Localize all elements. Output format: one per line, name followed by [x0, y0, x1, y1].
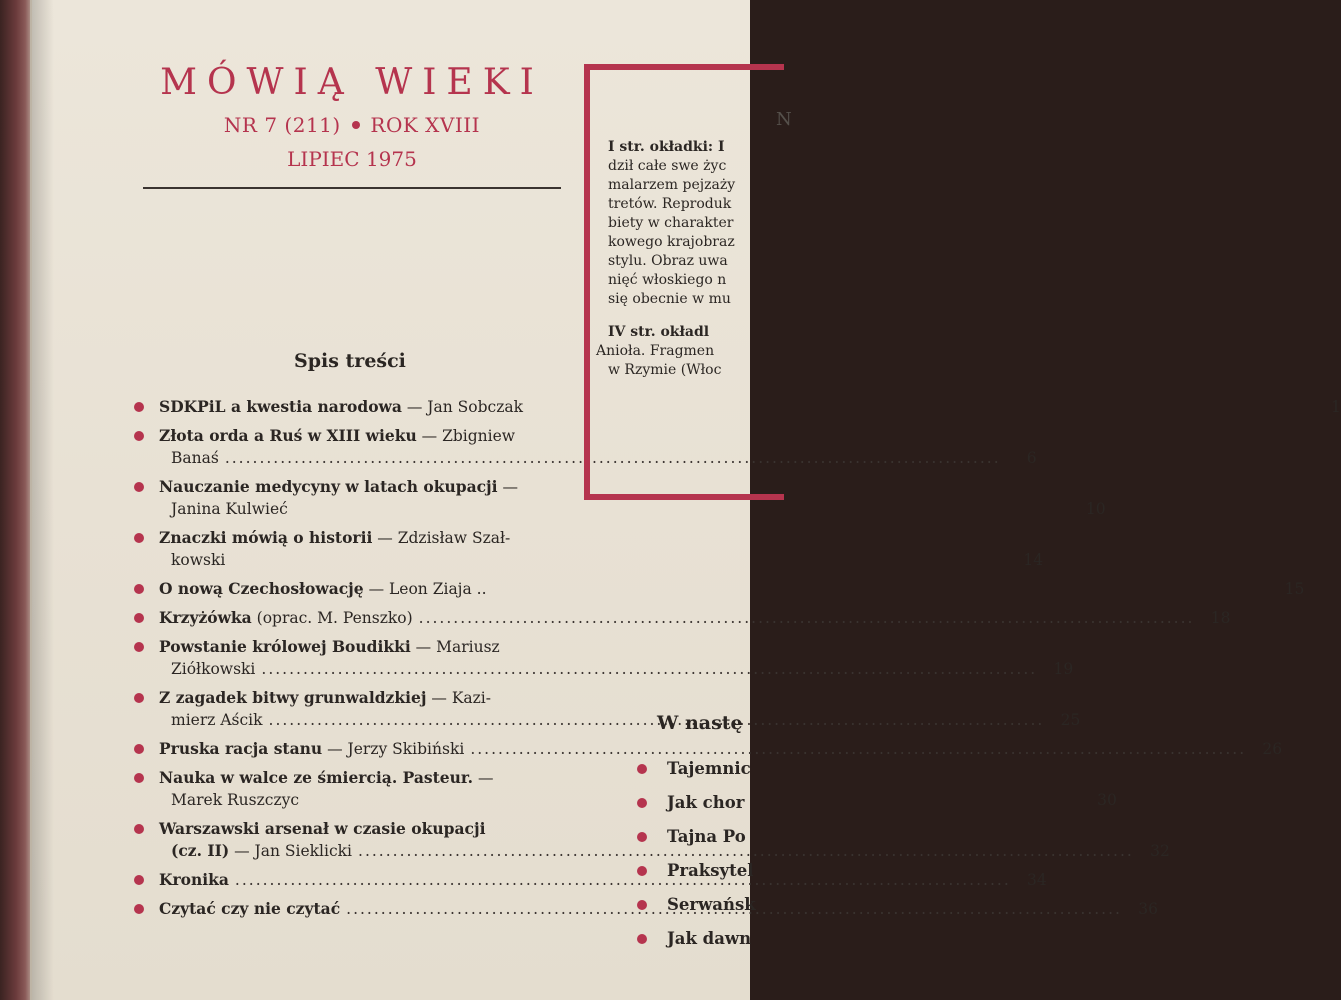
issue-number: NR 7 (211) [223, 113, 341, 137]
toc-entry-author: — [497, 478, 518, 496]
bullet-icon [352, 121, 360, 129]
toc-entry-page: 14 [1023, 551, 1044, 569]
list-item [627, 827, 787, 861]
bullet-icon [134, 431, 144, 441]
cover-note-line: Anioła. Fragmen [596, 343, 715, 359]
list-item-label: Serwańsk [667, 895, 756, 914]
toc-entry-author: — Zbigniew [416, 427, 516, 445]
toc-entry-title: Kronika [159, 870, 229, 889]
toc-entry-title: Znaczki mówią o historii [159, 528, 373, 547]
toc-entry-author-cont: Janina Kulwieć [171, 500, 288, 518]
issue-date: LIPIEC 1975 [287, 147, 417, 171]
toc-entry-author-cont: kowski [171, 551, 226, 569]
list-item-label: Jak chor [667, 793, 745, 812]
toc-entry-page: 36 [1138, 900, 1158, 918]
cover-note-line: w Rzymie (Włoc [608, 362, 722, 378]
toc-entry-author-cont: — Jan Sieklicki [229, 842, 353, 860]
toc-entry[interactable] [127, 396, 1341, 418]
toc-entry-page: 15 [1284, 580, 1305, 598]
toc-entry-author-cont: Ziółkowski [171, 660, 256, 678]
toc-entry-author: — Leon Ziaja .. [363, 580, 487, 598]
toc-entry[interactable] [127, 476, 1106, 520]
toc-entry-title: Złota orda a Ruś w XIII wieku [159, 426, 417, 445]
toc-entry-page: 26 [1262, 740, 1283, 758]
toc-entry-author-cont: mierz Aścik [171, 711, 263, 729]
toc-entry-title-cont: (cz. II) [171, 841, 230, 860]
cover-note-line: nięć włoskiego n [608, 272, 727, 288]
bullet-icon [134, 613, 144, 623]
list-item [627, 861, 787, 895]
issue-year: ROK XVIII [370, 113, 481, 137]
toc-entry-page: 25 [1060, 711, 1081, 729]
toc-entry-page: 10 [1085, 500, 1106, 518]
bullet-icon [134, 773, 144, 783]
cover-note-line: stylu. Obraz uwa [608, 253, 728, 269]
toc-entry-page: 1 [1330, 398, 1341, 416]
toc-entry-page: 32 [1150, 842, 1170, 860]
bullet-icon [134, 584, 144, 594]
list-item-label: Jak dawn [667, 929, 752, 948]
dot-leader [470, 738, 1246, 760]
cover-note-line: I str. okładki: I [608, 139, 725, 155]
next-issue-heading: W nastę [657, 712, 743, 734]
magazine-title: MÓWIĄ WIEKI [160, 62, 544, 103]
toc-entry-author: (oprac. M. Penszko) [251, 609, 413, 627]
toc-entry-page: 30 [1097, 791, 1117, 809]
bullet-icon [134, 824, 144, 834]
toc-entry-page: 34 [1027, 871, 1047, 889]
toc-entry-author: — Jerzy Skibiński [322, 740, 465, 758]
toc-entry-title: O nową Czechosłowację [159, 579, 364, 598]
toc-entry-title: Czytać czy nie czytać [159, 899, 341, 918]
list-item [627, 793, 787, 827]
toc-entry-title: Pruska racja stanu [159, 739, 323, 758]
toc-entry[interactable] [127, 607, 1231, 629]
list-item [627, 895, 787, 929]
toc-entry-title: Powstanie królowej Boudikki [159, 637, 411, 656]
toc-entry-title: Nauka w walce ze śmiercią. Pasteur. [159, 768, 474, 787]
header-rule [143, 187, 561, 189]
box-corner-letter: N [776, 109, 792, 130]
bullet-icon [637, 832, 647, 842]
toc-entry[interactable] [127, 636, 1074, 680]
dot-leader [261, 658, 1037, 680]
next-issue-list [627, 759, 787, 963]
list-item [627, 929, 787, 963]
toc-entry-author: — Jan Sobczak [401, 398, 523, 416]
bullet-icon [134, 482, 144, 492]
bullet-icon [637, 900, 647, 910]
toc-entry-author: — Mariusz [410, 638, 500, 656]
bullet-icon [134, 904, 144, 914]
bullet-icon [134, 744, 144, 754]
dot-leader [235, 869, 1011, 891]
list-item-label: Tajemnic [667, 759, 751, 778]
bullet-icon [637, 764, 647, 774]
list-item-label: Tajna Po [667, 827, 746, 846]
cover-note-paragraph [608, 138, 784, 309]
cover-note-line: IV str. okładl [608, 324, 710, 340]
bullet-icon [134, 693, 144, 703]
cover-note-line: biety w charakter [608, 215, 734, 231]
cover-note-line: tretów. Reproduk [608, 196, 732, 212]
toc-entry[interactable] [127, 578, 1305, 600]
list-item [627, 759, 787, 793]
toc-entry-title: Nauczanie medycyny w latach okupacji [159, 477, 498, 496]
bullet-icon [134, 642, 144, 652]
toc-entry[interactable] [127, 738, 1283, 760]
bullet-icon [134, 875, 144, 885]
toc-entry-author: — Zdzisław Szał- [372, 529, 511, 547]
cover-note-line: się obecnie w mu [608, 291, 731, 307]
toc-entry-author: — [473, 769, 494, 787]
bullet-icon [134, 402, 144, 412]
list-item-label: Praksytel [667, 861, 754, 880]
masthead [142, 62, 562, 171]
toc-entry-title: Z zagadek bitwy grunwaldzkiej [159, 688, 427, 707]
cover-note-line: malarzem pejzaży [608, 177, 736, 193]
toc-entry-page: 19 [1053, 660, 1074, 678]
bullet-icon [134, 533, 144, 543]
cover-note-line: dził całe swe życ [608, 158, 727, 174]
toc-entry-title: SDKPiL a kwestia narodowa [159, 397, 402, 416]
cover-note-paragraph [596, 323, 784, 380]
bullet-icon [637, 798, 647, 808]
toc-entry[interactable] [127, 425, 1037, 469]
gutter-shadow [32, 0, 54, 1000]
toc-heading: Spis treści [294, 350, 406, 372]
toc-entry-title: Warszawski arsenał w czasie okupacji [159, 819, 486, 838]
cover-note-line: kowego krajobraz [608, 234, 735, 250]
toc-entry-page: 18 [1210, 609, 1231, 627]
toc-entry[interactable] [127, 527, 1044, 571]
dot-leader [419, 607, 1195, 629]
issue-line [142, 113, 562, 137]
toc-entry-title: Krzyżówka [159, 608, 252, 627]
cover-notes-box [584, 64, 792, 500]
bullet-icon [637, 866, 647, 876]
toc-entry-page: 6 [1026, 449, 1037, 467]
toc-entry-author-cont: Banaś [171, 449, 219, 467]
toc-entry-author: — Kazi- [426, 689, 492, 707]
magazine-page [30, 0, 1341, 1000]
next-issue-section [627, 712, 787, 963]
toc-entry-author-cont: Marek Ruszczyc [171, 791, 300, 809]
bullet-icon [637, 934, 647, 944]
